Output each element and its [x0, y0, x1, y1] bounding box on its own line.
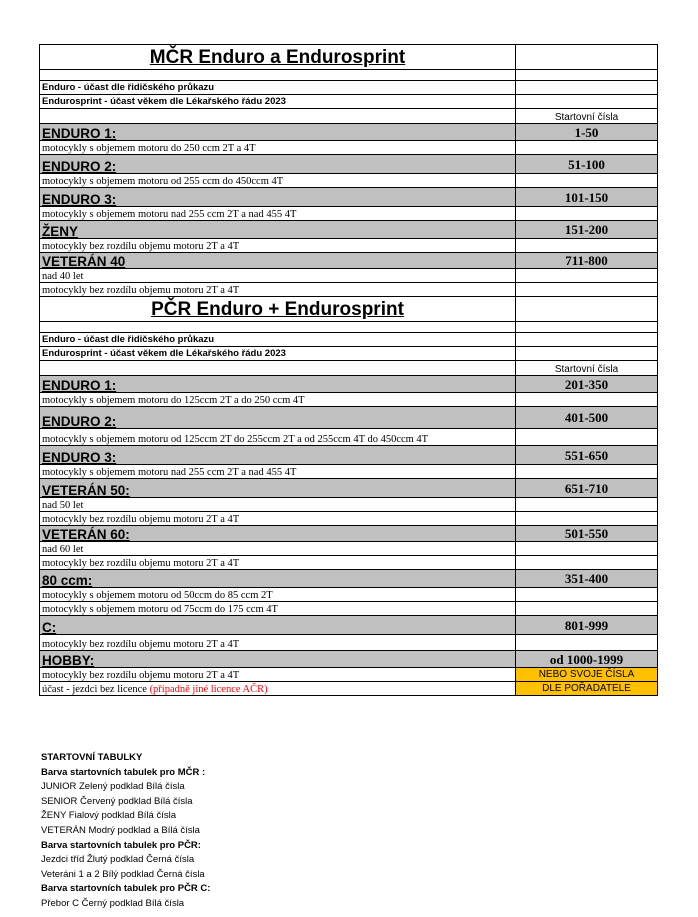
category-row: VETERÁN 60: 501-550 [40, 526, 658, 542]
hobby-row: HOBBY: od 1000-1999 [40, 651, 658, 668]
mcr-title: MČR Enduro a Endurosprint [40, 45, 516, 70]
note-line: JUNIOR Zelený podklad Bílá čísla [41, 781, 185, 793]
category-row: ŽENY 151-200 [40, 221, 658, 239]
categories-table: MČR Enduro a Endurosprint Enduro - účast dle řidičského průkazu Endurosprint - účast věkem dle Lékařského řádu 2023 Startovní čísla ENDURO 1: 1-50 motocykly s objemem motoru do 250 ccm 2T a 4T ENDURO 2: 51-100 motocykly s objemem motoru od 255 ccm do 450ccm 4T ENDURO 3: 101-150 motocykly s objemem motoru nad 255 ccm 2T a nad 455 4T ŽENY 151-200 motocykly bez rozdílu objemu motoru 2T a 4T VETERÁN 40 711-800 nad 40 let motocykly bez rozdílu objemu motoru 2T a 4T PČR Enduro + Endurosprint Enduro - účast dle řidičského průkazu Endurosprint - účast věkem dle Lékařského řádu 2023 Startovní čísla ENDURO 1: 201-350 motocykly s objemem motoru do 125ccm 2T a do 250 ccm 4T ENDURO 2: 401-500 motocykly s objemem motoru od 125ccm 2T do 255ccm 2T a od 255ccm 4T do 450ccm 4T ENDURO 3: 551-650 motocykly s objemem motoru nad 255 ccm 2T a nad 455 4T VETERÁN 50: 651-710 nad 50 let motocykly bez rozdílu objemu motoru 2T a 4T VETERÁN 60: 501-550 nad 60 let motocykly bez rozdílu objemu motoru 2T a 4T 80 ccm: 351-400 motocykly s objemem motoru od 50ccm do 85 ccm 2T motocykly s objemem motoru od 75ccm do 175 ccm 4T C: 801-999 motocykly bez rozdílu objemu motoru 2T a 4T HOBBY: od 1000-1999 motocykly bez rozdílu objemu motoru 2T a 4T NEBO SVOJE ČÍSLA účast - jezdci bez licence (případně jiné licence AČR) DLE POŘADATELE [39, 44, 658, 696]
category-row: ENDURO 2: 401-500 [40, 407, 658, 429]
category-row: ENDURO 2: 51-100 [40, 155, 658, 174]
mcr-rule-endurosprint: Endurosprint - účast věkem dle Lékařského řádu 2023 [40, 95, 516, 109]
pcr-rule-endurosprint: Endurosprint - účast věkem dle Lékařského řádu 2023 [40, 347, 516, 361]
category-row: ENDURO 3: 101-150 [40, 188, 658, 207]
note-line: Barva startovních tabulek pro PČR C: [41, 883, 211, 895]
mcr-title-row [40, 45, 658, 70]
note-line: Jezdci tříd Žlutý podklad Černá čísla [41, 854, 195, 866]
note-line: VETERÁN Modrý podklad a Bílá čísla [41, 824, 200, 836]
note-line: ŽENY Fialový podklad Bílá čísla [41, 810, 176, 822]
hobby-badge-organizer: DLE POŘADATELE [516, 682, 658, 696]
pcr-title-row [40, 297, 658, 322]
note-line: Veteráni 1 a 2 Bílý podklad Černá čísla [41, 868, 205, 880]
category-row: ENDURO 1: 1-50 [40, 124, 658, 141]
start-plates-notes [41, 751, 210, 912]
note-line: Barva startovních tabulek pro MČR : [41, 766, 206, 778]
other-licence-note: (případně jiné licence AČR) [149, 683, 268, 695]
category-row: ENDURO 1: 201-350 [40, 376, 658, 393]
pcr-title: PČR Enduro + Endurosprint [40, 297, 516, 322]
note-line: Přebor C Černý podklad Bílá čísla [41, 897, 185, 909]
pcr-rule-enduro: Enduro - účast dle řidičského průkazu [40, 333, 516, 347]
mcr-rule-enduro: Enduro - účast dle řidičského průkazu [40, 81, 516, 95]
note-line: SENIOR Červený podklad Bílá čísla [41, 795, 193, 807]
pcr-numbers-header: Startovní čísla [516, 361, 658, 376]
category-row: VETERÁN 50: 651-710 [40, 479, 658, 498]
note-line: STARTOVNÍ TABULKY [41, 752, 143, 763]
category-row: 80 ccm: 351-400 [40, 570, 658, 588]
note-line: Barva startovních tabulek pro PČR: [41, 839, 201, 851]
mcr-numbers-header: Startovní čísla [516, 109, 658, 124]
category-row: C: 801-999 [40, 616, 658, 635]
hobby-badge-own-numbers: NEBO SVOJE ČÍSLA [516, 668, 658, 682]
category-row: ENDURO 3: 551-650 [40, 446, 658, 465]
category-row: VETERÁN 40 711-800 [40, 253, 658, 269]
